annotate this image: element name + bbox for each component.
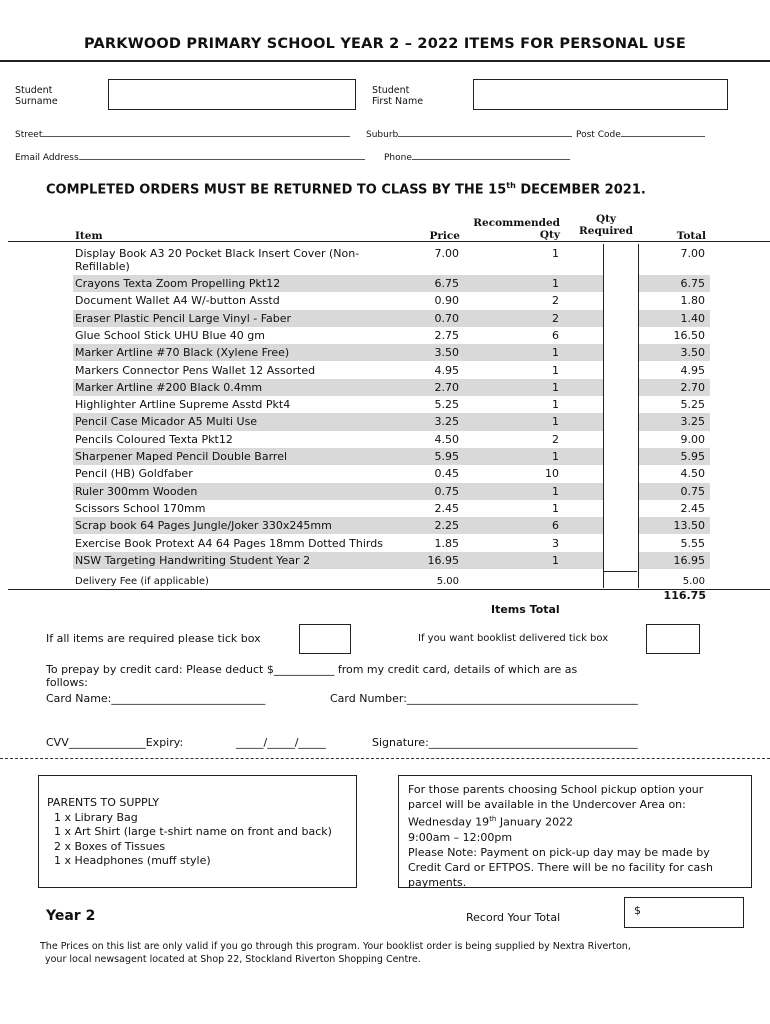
item-total: 5.25 — [680, 398, 705, 412]
recommended-qty: 1 — [552, 247, 559, 260]
item-name: Exercise Book Protext A4 64 Pages 18mm Dotted Thirds — [75, 536, 383, 550]
prepay-text: To prepay by credit card: Please deduct $___________ from my credit card, details of which are as follows: — [46, 663, 578, 689]
items-total-label: Items Total — [491, 603, 560, 616]
item-name: Pencils Coloured Texta Pkt12 — [75, 432, 233, 446]
recommended-qty: 1 — [552, 450, 559, 463]
recommended-qty: 1 — [552, 277, 559, 290]
item-total: 7.00 — [680, 247, 705, 260]
email-label: Email Address — [15, 153, 79, 163]
item-price: 0.45 — [434, 467, 459, 481]
item-total: 16.50 — [673, 328, 705, 342]
delivered-label: If you want booklist delivered tick box — [418, 633, 609, 644]
item-name: NSW Targeting Handwriting Student Year 2 — [75, 553, 311, 567]
recommended-qty: 1 — [552, 346, 559, 360]
postcode-field[interactable] — [576, 126, 705, 140]
item-name: Document Wallet A4 W/-button Asstd — [75, 294, 280, 308]
supply-item: 1 x Headphones (muff style) — [54, 854, 211, 867]
year-label: Year 2 — [46, 908, 96, 924]
recommended-qty: 1 — [552, 363, 559, 377]
item-name: Scrap book 64 Pages Jungle/Joker 330x245mm — [75, 519, 332, 533]
item-total: 2.45 — [680, 501, 705, 515]
supply-item: 2 x Boxes of Tissues — [54, 839, 166, 853]
item-total: 16.95 — [673, 553, 705, 567]
item-total: 13.50 — [673, 519, 705, 533]
item-name: Display Book A3 20 Pocket Black Insert Cover (Non-Refillable) — [75, 247, 360, 273]
item-total: 2.70 — [680, 380, 705, 394]
item-price: 3.25 — [434, 415, 459, 429]
item-price: 0.90 — [434, 294, 459, 308]
item-total: 4.95 — [680, 363, 705, 377]
item-price: 2.70 — [434, 380, 459, 394]
qty-required-column — [603, 244, 639, 588]
street-field[interactable] — [15, 126, 350, 140]
title-divider — [0, 60, 770, 62]
item-total: 1.80 — [680, 294, 705, 308]
header-qty-required: Qty Required — [579, 213, 633, 237]
item-total: 9.00 — [680, 432, 705, 446]
suburb-field[interactable] — [366, 126, 572, 140]
cvv-field[interactable]: CVV______________Expiry: — [46, 736, 184, 749]
item-price: 4.50 — [434, 432, 459, 446]
phone-label: Phone — [384, 153, 412, 163]
item-price: 7.00 — [434, 247, 459, 260]
item-price: 2.25 — [434, 519, 459, 533]
header-item: Item — [75, 230, 103, 242]
recommended-qty: 3 — [552, 536, 559, 550]
recommended-qty: 2 — [552, 311, 559, 325]
item-price: 2.75 — [434, 328, 459, 342]
item-total: 6.75 — [680, 277, 705, 290]
signature-field[interactable]: Signature:______________________________________ — [372, 736, 638, 749]
item-name: Pencil Case Micador A5 Multi Use — [75, 415, 258, 429]
item-price: 0.75 — [434, 484, 459, 498]
pickup-line: Credit Card or EFTPOS. There will be no facility for cash — [408, 860, 713, 874]
recommended-qty: 1 — [552, 553, 559, 567]
item-price: 4.95 — [434, 363, 459, 377]
delivery-total: 5.00 — [682, 576, 705, 587]
item-name: Pencil (HB) Goldfaber — [75, 467, 193, 481]
item-name: Markers Connector Pens Wallet 12 Assorted — [75, 363, 316, 377]
street-label: Street — [15, 130, 43, 140]
item-total: 1.40 — [680, 311, 705, 325]
item-price: 5.25 — [434, 398, 459, 412]
supply-item: 1 x Art Shirt (large t-shirt name on front and back) — [54, 825, 332, 838]
email-field[interactable] — [15, 149, 365, 163]
student-surname-label: Student Surname — [15, 85, 58, 107]
recommended-qty: 1 — [552, 415, 559, 429]
page-title: PARKWOOD PRIMARY SCHOOL YEAR 2 – 2022 ITEMS FOR PERSONAL USE — [83, 36, 687, 52]
student-firstname-field[interactable] — [473, 79, 728, 110]
item-name: Marker Artline #200 Black 0.4mm — [75, 380, 263, 394]
postcode-label: Post Code — [576, 130, 621, 140]
item-price: 5.95 — [434, 450, 459, 463]
item-price: 16.95 — [427, 553, 459, 567]
expiry-field[interactable]: _____/_____/_____ — [236, 736, 326, 749]
delivery-label: Delivery Fee (if applicable) — [75, 576, 209, 587]
record-total-field[interactable] — [624, 897, 744, 928]
dollar-sign: $ — [634, 904, 641, 917]
item-total: 5.95 — [680, 450, 705, 463]
item-name: Highlighter Artline Supreme Asstd Pkt4 — [75, 398, 291, 412]
student-firstname-label: Student First Name — [372, 85, 424, 107]
item-name: Glue School Stick UHU Blue 40 gm — [75, 328, 265, 342]
phone-field[interactable] — [384, 149, 570, 163]
pickup-date: Wednesday 19th January 2022 — [408, 815, 574, 829]
recommended-qty: 10 — [545, 467, 559, 481]
grand-total: 116.75 — [663, 589, 706, 602]
item-name: Sharpener Maped Pencil Double Barrel — [75, 450, 288, 463]
all-items-label: If all items are required please tick box — [46, 632, 261, 645]
recommended-qty: 1 — [552, 501, 559, 515]
pickup-line: parcel will be available in the Undercover Area on: — [408, 798, 686, 811]
item-total: 3.50 — [680, 346, 705, 360]
pickup-line: payments. — [408, 875, 467, 889]
parents-supply-panel — [38, 775, 357, 888]
item-price: 1.85 — [434, 536, 459, 550]
item-price: 0.70 — [434, 311, 459, 325]
recommended-qty: 6 — [552, 519, 559, 533]
header-recommended-qty: Recommended Qty — [473, 217, 560, 241]
card-number-field[interactable]: Card Number:__________________________________________ — [330, 692, 638, 705]
delivery-price: 5.00 — [436, 576, 459, 587]
card-name-field[interactable]: Card Name:____________________________ — [46, 692, 266, 705]
supply-heading: PARENTS TO SUPPLY — [47, 796, 160, 809]
item-name: Ruler 300mm Wooden — [75, 484, 198, 498]
header-total: Total — [676, 230, 706, 242]
pickup-line: For those parents choosing School pickup option your — [408, 783, 704, 796]
item-name: Marker Artline #70 Black (Xylene Free) — [75, 346, 290, 360]
recommended-qty: 6 — [552, 328, 559, 342]
item-name: Crayons Texta Zoom Propelling Pkt12 — [75, 277, 281, 290]
header-price: Price — [429, 230, 460, 242]
item-price: 3.50 — [434, 346, 459, 360]
pickup-info-panel — [398, 775, 752, 888]
recommended-qty: 1 — [552, 380, 559, 394]
return-notice: COMPLETED ORDERS MUST BE RETURNED TO CLASS BY THE 15th DECEMBER 2021. — [46, 181, 646, 198]
item-total: 4.50 — [680, 467, 705, 481]
item-name: Eraser Plastic Pencil Large Vinyl - Faber — [75, 311, 292, 325]
item-total: 3.25 — [680, 415, 705, 429]
all-items-checkbox[interactable] — [299, 624, 351, 654]
delivery-qty-input[interactable] — [604, 571, 637, 589]
item-total: 5.55 — [680, 536, 705, 550]
suburb-label: Suburb — [366, 130, 399, 140]
cut-line — [0, 758, 770, 759]
recommended-qty: 1 — [552, 398, 559, 412]
delivered-checkbox[interactable] — [646, 624, 700, 654]
student-surname-field[interactable] — [108, 79, 356, 110]
recommended-qty: 2 — [552, 432, 559, 446]
item-name: Scissors School 170mm — [75, 501, 206, 515]
item-total: 0.75 — [680, 484, 705, 498]
footer-note: The Prices on this list are only valid if you go through this program. Your booklist order is being supplied by Nextra Riverton, your local newsagent located at Shop 22, Stockland Riverton Shopping Centre. — [40, 941, 631, 965]
recommended-qty: 1 — [552, 484, 559, 498]
table-top-rule — [8, 241, 770, 242]
item-price: 2.45 — [434, 501, 459, 515]
record-total-label: Record Your Total — [466, 911, 561, 924]
recommended-qty: 2 — [552, 294, 559, 308]
supply-item: 1 x Library Bag — [54, 810, 138, 824]
pickup-time: 9:00am – 12:00pm — [408, 830, 513, 844]
pickup-line: Please Note: Payment on pick-up day may be made by — [408, 845, 710, 859]
item-price: 6.75 — [434, 277, 459, 290]
